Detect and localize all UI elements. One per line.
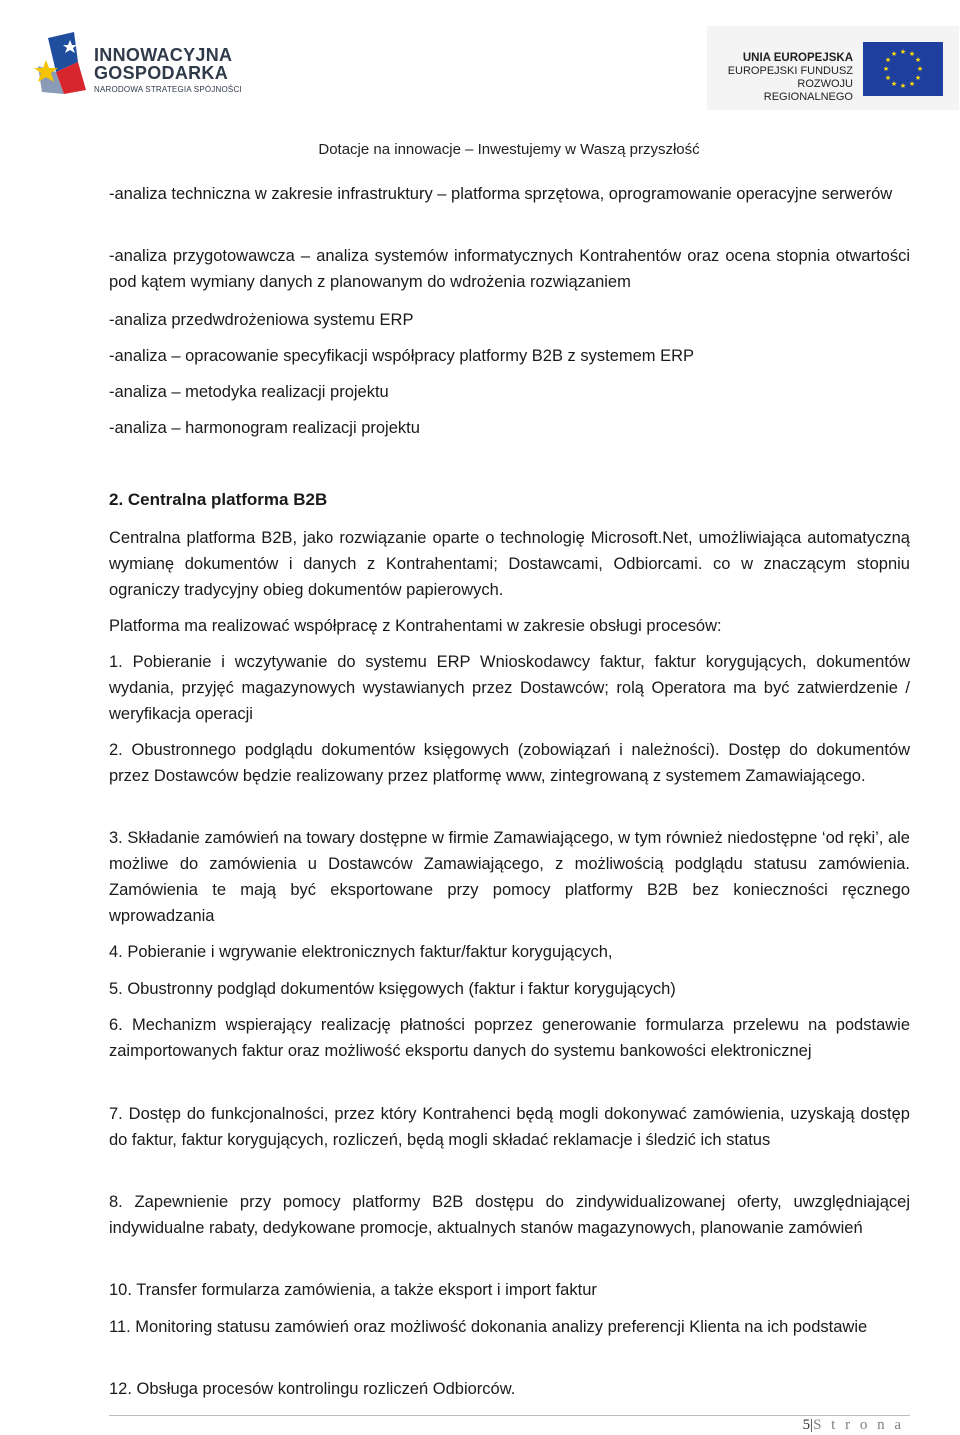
svg-text:★: ★	[884, 56, 892, 64]
innowacyjna-gospodarka-logo	[34, 32, 264, 104]
svg-text:★: ★	[914, 74, 922, 82]
ig-logo-line1: INNOWACYJNA	[94, 45, 233, 65]
section-lead: Platforma ma realizować współpracę z Kontrahentami w zakresie obsługi procesów:	[109, 617, 722, 635]
eu-logo-line1: UNIA EUROPEJSKA	[742, 52, 853, 64]
process-item: 8. Zapewnienie przy pomocy platformy B2B dostępu do zindywidualizowanej oferty, uwzględniającej indywidualne rabaty, dedykowane promocje, aktualnych stanów magazynowych, planowanie zamówień	[109, 1193, 910, 1237]
ig-emblem-icon	[34, 32, 92, 104]
process-item: 11. Monitoring statusu zamówień oraz możliwość dokonania analizy preferencji Klienta na ich podstawie	[109, 1318, 868, 1336]
process-item: 3. Składanie zamówień na towary dostępne w firmie Zamawiającego, w tym również niedostępne ‘od ręki’, ale możliwe do zamówienia u Dostawców Zamawiającego, z możliwością podglądu statusu zamówienia. Zamówienia te mają być eksportowane przy pomocy platformy B2B bez konieczności ręcznego wprowadzania	[109, 829, 910, 925]
process-item: 7. Dostęp do funkcjonalności, przez który Kontrahenci będą mogli dokonywać zamówienia, uzyskają dostęp do faktur, faktur korygujących, rozliczeń, będą mogli składać reklamacje i śledzić ich status	[109, 1105, 910, 1149]
process-item: 10. Transfer formularza zamówienia, a także eksport i import faktur	[109, 1281, 597, 1299]
svg-text:★: ★	[916, 65, 924, 73]
ig-logo-line3: NARODOWA STRATEGIA SPÓJNOŚCI	[94, 85, 242, 94]
tagline-text: Dotacje na innowacje – Inwestujemy w Waszą przyszłość	[318, 141, 700, 158]
section-intro: Centralna platforma B2B, jako rozwiązanie oparte o technologię Microsoft.Net, umożliwiająca automatyczną wymianę dokumentów i danych z Kontrahentami; Dostawcami, Odbiorcami. co w znaczącym stopniu ograniczy tradycyjny obieg dokumentów papierowych.	[109, 529, 910, 599]
section-heading: 2. Centralna platforma B2B	[109, 490, 328, 509]
eu-logo-line2: EUROPEJSKI FUNDUSZ	[727, 65, 853, 77]
svg-text:★: ★	[899, 48, 907, 56]
analysis-item: -analiza – harmonogram realizacji projektu	[109, 419, 420, 437]
ig-logo-line2: GOSPODARKA	[94, 63, 229, 83]
eu-flag-icon	[863, 42, 943, 96]
svg-text:★: ★	[914, 56, 922, 64]
page-number: 5	[802, 1417, 811, 1433]
svg-text:★: ★	[884, 74, 892, 82]
process-item: 6. Mechanizm wspierający realizację płatności poprzez generowanie formularza przelewu na podstawie zaimportowanych faktur oraz możliwość eksportu danych do systemu bankowości elektronicznej	[109, 1016, 910, 1060]
analysis-item: -analiza techniczna w zakresie infrastruktury – platforma sprzętowa, oprogramowanie operacyjne serwerów	[109, 185, 893, 203]
svg-text:★: ★	[908, 50, 916, 58]
footer-divider	[109, 1415, 910, 1416]
svg-text:★: ★	[899, 82, 907, 90]
eu-fund-logo	[707, 26, 959, 110]
analysis-item: -analiza przygotowawcza – analiza systemów informatycznych Kontrahentów oraz ocena stopnia otwartości pod kątem wymiany danych z planowanym do wdrożenia rozwiązaniem	[109, 247, 910, 291]
eu-logo-line3: ROZWOJU REGIONALNEGO	[763, 78, 853, 103]
page-footer	[803, 1417, 904, 1434]
svg-text:★: ★	[908, 80, 916, 88]
header-tagline	[0, 141, 960, 158]
process-item: 5. Obustronny podgląd dokumentów księgowych (faktur i faktur korygujących)	[109, 980, 676, 998]
analysis-item: -analiza – opracowanie specyfikacji współpracy platformy B2B z systemem ERP	[109, 347, 695, 365]
process-item: 2. Obustronnego podglądu dokumentów księgowych (zobowiązań i należności). Dostęp do dokumentów przez Dostawców będzie realizowany przez platformę www, zintegrowaną z systemem Zamawiającego.	[109, 741, 910, 785]
process-item: 1. Pobieranie i wczytywanie do systemu ERP Wnioskodawcy faktur, faktur korygujących, dokumentów wydania, przyjęć magazynowych wystawianych przez Dostawców; rolą Operatora ma być zatwierdzenie / weryfikacja operacji	[109, 653, 910, 723]
process-item: 12. Obsługa procesów kontrolingu rozliczeń Odbiorców.	[109, 1380, 516, 1398]
svg-text:★: ★	[882, 65, 890, 73]
svg-text:★: ★	[890, 80, 898, 88]
process-item: 4. Pobieranie i wgrywanie elektronicznych faktur/faktur korygujących,	[109, 943, 613, 961]
page-separator: |	[810, 1417, 814, 1433]
svg-text:★: ★	[890, 50, 898, 58]
analysis-item: -analiza przedwdrożeniowa systemu ERP	[109, 311, 414, 329]
analysis-item: -analiza – metodyka realizacji projektu	[109, 383, 389, 401]
page-label: S t r o n a	[813, 1417, 904, 1433]
